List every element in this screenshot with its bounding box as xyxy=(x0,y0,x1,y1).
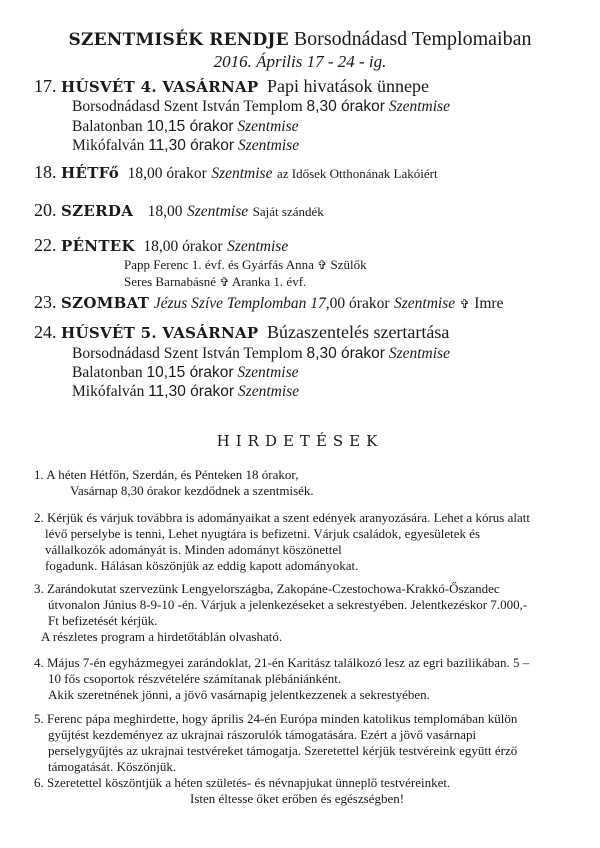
mass-type: Szentmise xyxy=(211,165,273,182)
mass-type: Szentmise xyxy=(388,345,450,362)
announcement-line: 2. Kérjük és várjuk továbbra is adományaikat a szent edények aranyozására. Lehet a kórus alatt xyxy=(34,510,530,525)
day-number: 17. xyxy=(34,76,57,96)
day-note: Papi hivatások ünnepe xyxy=(267,76,429,96)
cross-icon: ✞ xyxy=(459,297,470,311)
announcement-line: támogatását. Köszönjük. xyxy=(48,759,177,774)
mass-line xyxy=(72,345,450,363)
announcement-line: 4. Május 7-én egyházmegyei zarándoklat, 21-én Karitász találkozó lesz az egri bazilikában. 5 – xyxy=(34,655,530,670)
mass-place: Balatonban xyxy=(72,118,143,135)
mass-line xyxy=(72,364,299,382)
announcement-line: Ft befizetését kérjük. xyxy=(48,613,158,628)
mass-type: Szentmise xyxy=(237,383,300,400)
announcement-line: Akik szeretnének jönni, a jövő vasárnapig jelentkezzenek a sekrestyében. xyxy=(48,687,430,702)
day-name: HÚSVÉT 5. VASÁRNAP xyxy=(61,324,259,342)
mass-type: Szentmise xyxy=(237,364,299,381)
cross-icon: ✞ xyxy=(219,275,230,289)
title-deco: SZENTMISÉK RENDJE xyxy=(68,30,289,50)
announcement-line: lévő perselybe is tenni, Lehet nyugtára is befizetni. Várjuk családok, egyesületek és xyxy=(45,526,481,541)
announcement-line: gyűjtést kezdeményez az ukrajnai rászorulók támogatására. Ezért a jövő vasárnapi xyxy=(48,727,477,742)
mass-type: Szentmise xyxy=(227,238,289,255)
day-note: Búzaszentelés szertartása xyxy=(267,322,450,342)
mass-line xyxy=(72,383,299,401)
announcement-line: fogadunk. Hálásan köszönjük az eddig kapott adományokat. xyxy=(45,558,359,573)
day-number: 20. xyxy=(34,200,57,220)
mass-time: 10,15 órakor xyxy=(146,364,234,381)
mass-time: 8,30 órakor xyxy=(306,98,385,115)
announcement-line: 6. Szeretettel köszöntjük a héten születés- és névnapjukat ünneplő testvéreinket. xyxy=(34,775,451,790)
mass-type: Szentmise xyxy=(388,98,450,115)
title-rest: Borsodnádasd Templomaiban xyxy=(293,28,532,50)
announcement-line: 3. Zarándokutat szervezünk Lengyelországba, Zakopáne-Czestochowa-Krakkó-Őszandec xyxy=(34,581,500,596)
day-note: Imre xyxy=(474,295,504,312)
announcement-line: Isten éltesse őket erőben és egészségben! xyxy=(190,791,405,806)
date-range: 2016. Április 17 - 24 - ig. xyxy=(213,52,387,71)
day-20 xyxy=(34,200,324,221)
intention-line xyxy=(124,274,306,290)
mass-line xyxy=(72,137,299,155)
announcement-line: 10 fős csoportok részvételére számítanak plébániánként. xyxy=(48,671,342,686)
announcement-3 xyxy=(34,581,527,645)
intention-text: Szülők xyxy=(330,257,367,272)
page-title xyxy=(0,28,600,51)
announcement-line: útvonalon Június 8-9-10 -én. Várjuk a jelenkezéseket a sekrestyében. Jelentkezéskor 7.000,- xyxy=(48,597,528,612)
mass-time: 18,00 órakor xyxy=(127,165,207,182)
day-number: 22. xyxy=(34,235,57,255)
day-number: 23. xyxy=(34,292,57,312)
mass-type: Szentmise xyxy=(394,295,456,312)
announcement-4 xyxy=(34,655,529,703)
day-23 xyxy=(34,292,503,313)
day-name: PÉNTEK xyxy=(61,237,135,255)
announcement-line: perselygyűjtés az ukrajnai testvéreket támogatja. Szeretettel kérjük testvéreink együtt érző xyxy=(48,743,518,758)
announcement-line: 5. Ferenc pápa meghirdette, hogy április 24-én Európa minden katolikus templomában külön xyxy=(34,711,518,726)
mass-place: Balatonban xyxy=(72,364,143,381)
day-name: SZOMBAT xyxy=(61,294,150,312)
intention-text: Seres Barnabásné xyxy=(124,274,217,289)
day-number: 18. xyxy=(34,162,57,182)
mass-place: Borsodnádasd Szent István Templom xyxy=(72,345,303,362)
announcement-line: Vasárnap 8,30 órakor kezdődnek a szentmisék. xyxy=(70,483,314,498)
announcement-line: vállalkozók adományát is. Minden adományt köszönettel xyxy=(45,542,342,557)
mass-place: Borsodnádasd Szent István Templom xyxy=(72,98,303,115)
mass-place: Mikófalván xyxy=(72,383,145,400)
mass-type: Szentmise xyxy=(237,118,299,135)
mass-time: 11,30 órakor xyxy=(148,137,235,154)
intention-text: Aranka 1. évf. xyxy=(231,274,307,289)
announcement-line: A részletes program a hirdetőtáblán olvasható. xyxy=(41,629,283,644)
cross-icon: ✞ xyxy=(317,258,328,272)
day-24 xyxy=(34,322,449,343)
mass-place: Mikófalván xyxy=(72,137,145,154)
mass-line xyxy=(72,118,299,136)
day-17 xyxy=(34,76,429,97)
announcements-heading: HIRDETÉSEK xyxy=(216,432,384,450)
announcement-line: 1. A héten Hétfőn, Szerdán, és Pénteken 18 órakor, xyxy=(34,467,299,482)
mass-time: 10,15 órakor xyxy=(146,118,234,135)
mass-type: Szentmise xyxy=(187,203,249,220)
mass-place: Jézus Szíve Templomban 17 xyxy=(153,295,326,312)
announcement-2 xyxy=(34,510,530,574)
day-number: 24. xyxy=(34,322,57,342)
mass-time: ,00 órakor xyxy=(325,295,390,312)
day-name: HÚSVÉT 4. VASÁRNAP xyxy=(61,78,259,96)
announcement-6 xyxy=(34,775,450,807)
day-note: az Idősek Otthonának Lakóiért xyxy=(276,166,438,181)
announcement-1 xyxy=(34,467,314,499)
day-name: HÉTFő xyxy=(61,164,120,182)
mass-time: 11,30 órakor xyxy=(148,383,235,400)
intention-text: Papp Ferenc 1. évf. és Gyárfás Anna xyxy=(124,257,314,272)
announcement-5 xyxy=(34,711,517,775)
mass-time: 18,00 xyxy=(147,203,183,220)
mass-time: 8,30 órakor xyxy=(306,345,385,362)
mass-type: Szentmise xyxy=(237,137,300,154)
intention-line xyxy=(124,257,367,273)
day-note: Saját szándék xyxy=(252,204,324,219)
mass-line xyxy=(72,98,450,116)
day-name: SZERDA xyxy=(61,202,134,220)
day-22 xyxy=(34,235,288,256)
mass-time: 18,00 órakor xyxy=(143,238,223,255)
day-18 xyxy=(34,162,438,183)
